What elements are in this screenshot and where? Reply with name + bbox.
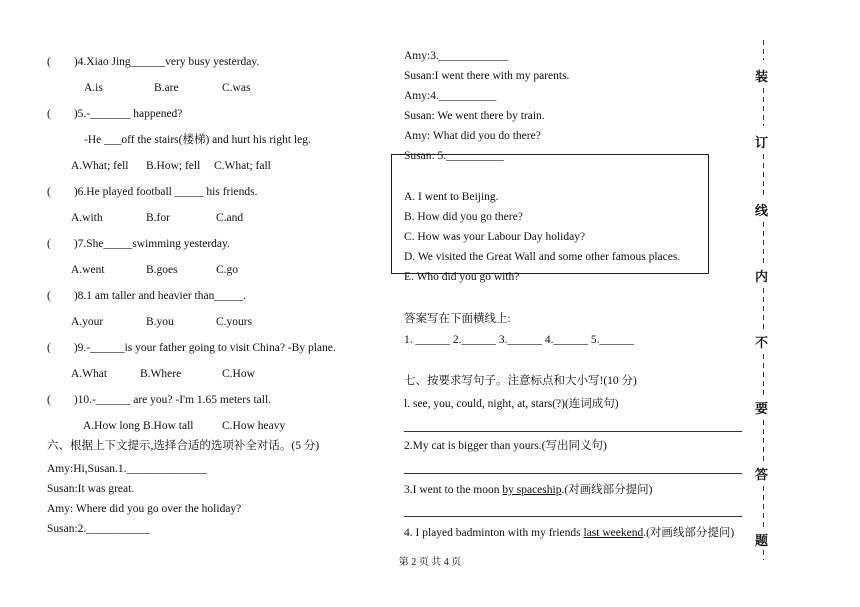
dialogue-line: Susan:I went there with my parents. [404,70,570,82]
binding-char: 题 [755,534,769,549]
question-8: ( )8.1 am taller and heavier than_____. [47,290,246,302]
binding-char: 要 [755,402,769,417]
q10-option-c: C.How heavy [222,420,286,432]
section-7-title: 七、按要求写句子。注意标点和大小写!(10 分) [404,375,637,387]
q4-option-c: C.was [222,82,251,94]
binding-char: 订 [755,136,769,151]
page-footer: 第 2 页 共 4 页 [398,557,462,568]
underlined-phrase: by spaceship [502,484,562,496]
q8-option-a: A.your [71,316,104,328]
question-7: ( )7.She_____swimming yesterday. [47,238,230,250]
binding-char: 线 [755,204,769,219]
dialogue-line: Susan: We went there by train. [404,110,545,122]
answer-label: 答案写在下面横线上: [404,313,511,325]
option-e: E. Who did you go with? [404,271,520,283]
underlined-phrase: last weekend [583,527,644,539]
q7-option-a: A.went [71,264,105,276]
q5-option-c: C.What; fall [214,160,271,172]
q9-option-b: B.Where [140,368,182,380]
sentence-2: 2.My cat is bigger than yours.(写出同义句) [404,440,607,452]
q9-option-c: C.How [222,368,255,380]
option-d: D. We visited the Great Wall and some other famous places. [404,251,681,263]
section-6-title: 六、根据上下文提示,选择合适的选项补全对话。(5 分) [47,440,320,452]
dialogue-line: Amy:4.__________ [404,90,497,102]
q6-option-a: A.with [71,212,103,224]
q6-option-b: B.for [146,212,170,224]
q10-option-a: A.How long [83,420,140,432]
dialogue-line: Susan:2.___________ [47,523,150,535]
q6-option-c: C.and [216,212,244,224]
q4-option-a: A.is [84,82,103,94]
answer-blanks: 1. ______ 2.______ 3.______ 4.______ 5.______ [404,334,634,346]
dialogue-line: Amy: What did you do there? [404,130,541,142]
q7-option-c: C.go [216,264,239,276]
answer-line [404,516,742,517]
q8-option-c: C.yours [216,316,253,328]
q4-option-b: B.are [154,82,179,94]
option-a: A. I went to Beijing. [404,191,499,203]
q8-option-b: B.you [146,316,174,328]
binding-char: 装 [755,70,769,85]
question-9: ( )9.-______is your father going to visit China? -By plane. [47,342,336,354]
sentence-3: 3.I went to the moon by spaceship.(对画线部分提问) [404,484,653,496]
option-c: C. How was your Labour Day holiday? [404,231,586,243]
question-4: ( )4.Xiao Jing______very busy yesterday. [47,56,260,68]
question-5: ( )5.-_______ happened? [47,108,183,120]
dialogue-line: Susan: 5.__________ [404,150,504,162]
binding-char: 不 [755,336,769,351]
option-b: B. How did you go there? [404,211,523,223]
answer-line [404,473,742,474]
binding-margin [752,40,776,560]
dialogue-line: Amy:Hi,Susan.1.______________ [47,463,208,475]
question-10: ( )10.-______ are you? -I'm 1.65 meters tall. [47,394,272,406]
q5-option-b: B.How; fell [146,160,201,172]
dialogue-line: Susan:It was great. [47,483,135,495]
dialogue-line: Amy: Where did you go over the holiday? [47,503,242,515]
q5-option-a: A.What; fell [71,160,129,172]
sentence-4: 4. I played badminton with my friends last weekend.(对画线部分提问) [404,527,735,539]
binding-char: 内 [755,270,769,285]
sentence-1: l. see, you, could, night, at, stars(?)(连词成句) [404,398,619,410]
binding-char: 答 [755,468,769,483]
question-6: ( )6.He played football _____ his friends. [47,186,258,198]
dialogue-line: Amy:3.____________ [404,50,508,62]
answer-line [404,431,742,432]
question-5-line2: -He ___off the stairs(楼梯) and hurt his right leg. [84,134,311,146]
q10-option-b: B.How tall [143,420,194,432]
q7-option-b: B.goes [146,264,178,276]
q9-option-a: A.What [71,368,108,380]
